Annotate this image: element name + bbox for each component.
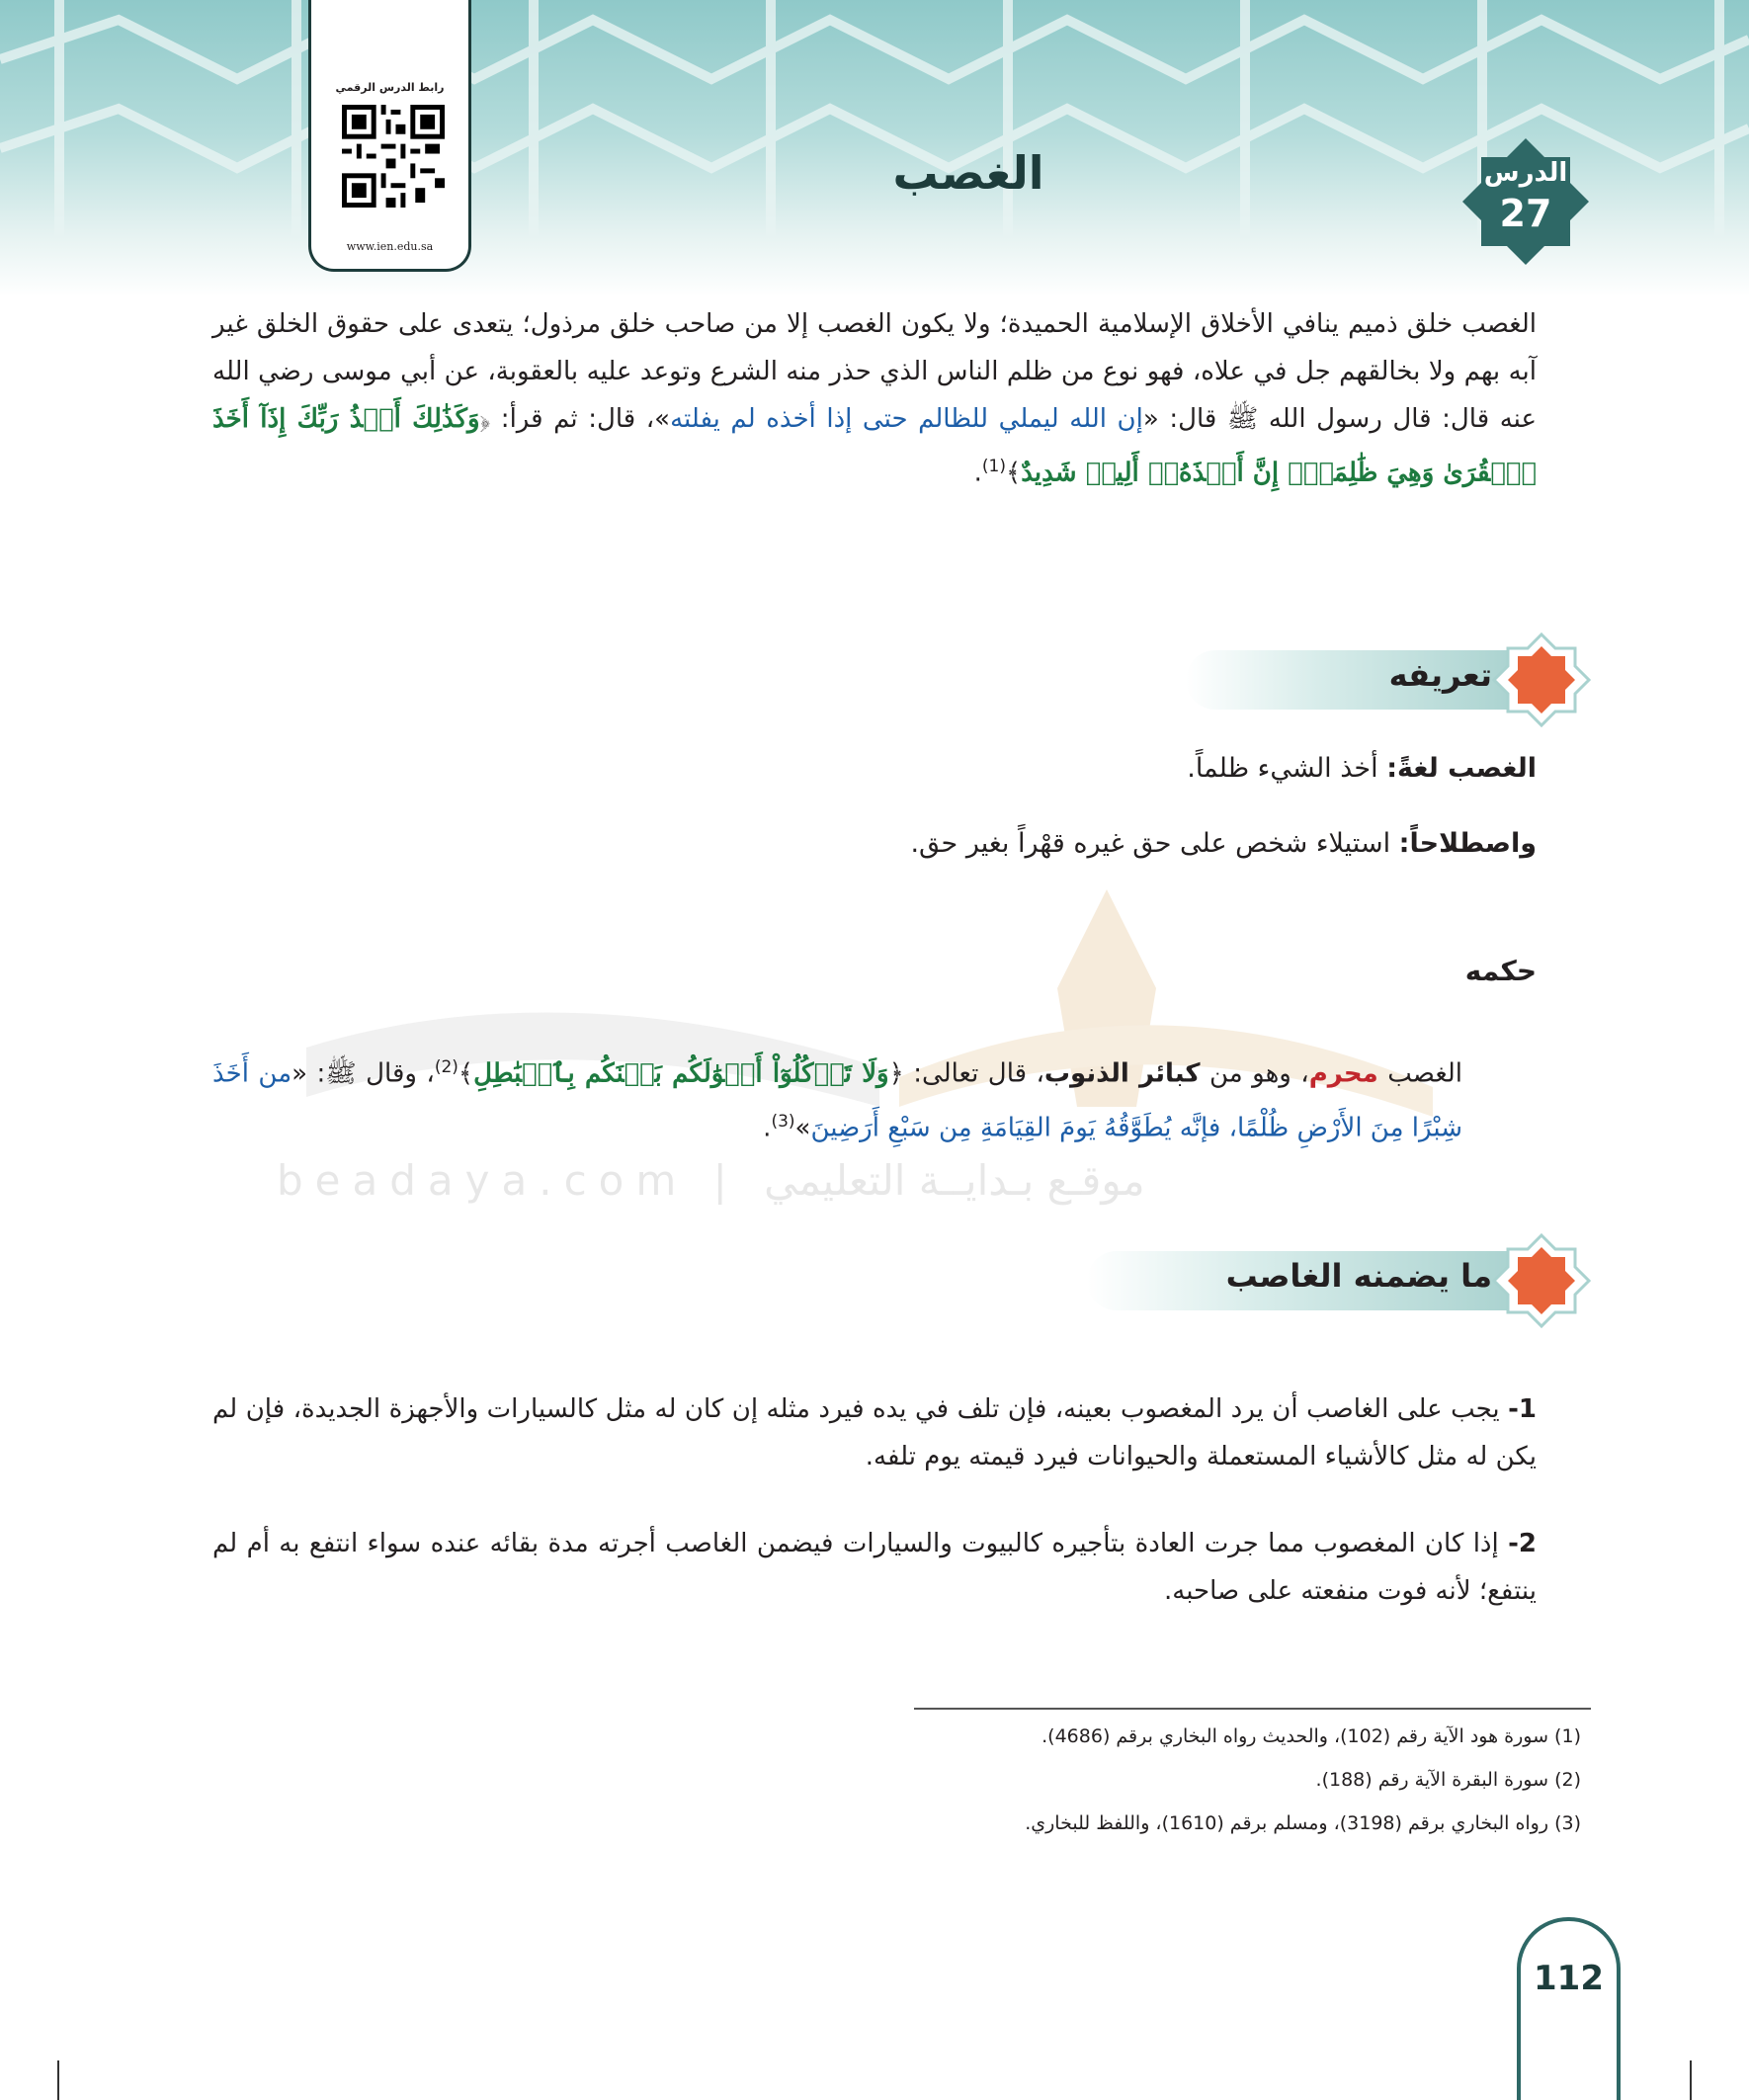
ruling-title: حكمه [1464,955,1537,987]
ruling-text: . [763,1113,772,1143]
quran-verse: وَكَذَٰلِكَ أَخۡذُ رَبِّكَ إِذَآ أَخَذَ ٱلۡقُرَىٰ وَهِيَ ظَٰلِمَةٌۚ إِنَّ أَخۡذَهُۥٓ أَلِيمٞ شَدِيدٌ [212,404,1537,488]
lesson-number: 27 [1499,192,1552,235]
hadith-text: إن الله ليملي للظالم حتى إذا أخذه لم يفلته [670,404,1143,434]
quran-verse: وَلَا تَأۡكُلُوٓاْ أَمۡوَٰلَكُم بَيۡنَكُم بِٱلۡبَٰطِلِ [473,1058,889,1089]
section-title: تعريفه [1388,656,1492,694]
footnote: (3) رواه البخاري برقم (3198)، ومسلم برقم (1610)، واللفظ للبخاري. [1025,1812,1581,1834]
watermark [267,850,1502,1206]
list-item [212,1520,1537,1615]
section-header-definition [1087,632,1591,727]
ruling-text: » [794,1113,811,1143]
qr-label: رابط الدرس الرقمي [335,81,445,94]
lesson-word: الدرس [1483,158,1568,188]
definition-istilah [910,828,1537,859]
definition-label: واصطلاحاً: [1398,828,1537,859]
ruling-text: الغصب [1377,1058,1463,1089]
footnote-ref: (3) [771,1111,795,1132]
footnote: (2) سورة البقرة الآية رقم (188). [1315,1769,1581,1791]
qr-code-card[interactable] [308,0,471,272]
verse-bracket: ﴾ [1005,458,1022,488]
watermark-text: beadaya.com | موقـع بـدايــة التعليمي [277,1156,1145,1205]
ruling-text: ، قال تعالى: ﴿ [888,1058,1044,1089]
hadith-text: من أَخَذَ شِبْرًا مِنَ الأَرْضِ ظُلْمًا، فإنَّه يُطَوَّقُهُ يَومَ القِيَامَةِ مِن سَبْعِ أَرَضِينَ [212,1058,1462,1143]
list-item [212,1386,1537,1480]
lesson-badge [1462,138,1589,269]
intro-end: . [973,458,982,488]
qr-code-icon[interactable] [342,105,445,208]
list-number: 1- [1508,1394,1537,1424]
page-number-tab [1517,1917,1621,2100]
ruling-text: ، وهو من [1200,1058,1309,1089]
qr-url: www.ien.edu.sa [346,240,434,253]
definition-text: أخذ الشيء ظلماً. [1187,753,1387,784]
octagram-bullet-icon [1492,632,1591,727]
list-number: 2- [1508,1529,1537,1558]
intro-text: الغصب خلق ذميم ينافي الأخلاق الإسلامية الحميدة؛ ولا يكون الغصب إلا من صاحب خلق مرذول؛ يتعدى على حقوق الخلق غير آبه بهم ولا بخالقهم جل في علاه، فهو نوع من ظلم الناس الذي حذر منه الشرع وتوعد عليه بالعقوبة، عن أبي موسى رضي الله عنه قال: قال رسول الله ﷺ قال: « [212,309,1537,434]
crop-mark [57,2060,59,2100]
ruling-text: ، وقال ﷺ: « [292,1058,435,1089]
definition-lugha [1187,753,1537,784]
definition-text: استيلاء شخص على حق غيره قهْراً بغير حق. [910,828,1399,859]
section-title: ما يضمنه الغاصب [1225,1257,1492,1295]
verse-bracket: ﴾ [458,1058,474,1089]
crop-mark [1690,2060,1692,2100]
page-number: 112 [1534,1959,1604,1998]
footnote-ref: (1) [981,457,1006,476]
section-header-liability [1087,1233,1591,1328]
footnote: (1) سورة هود الآية رقم (102)، والحديث رواه البخاري برقم (4686). [1041,1725,1581,1747]
ruling-kabair: كبائر الذنوب [1043,1058,1201,1089]
ruling-paragraph [212,1044,1462,1151]
footnote-ref: (2) [434,1057,458,1077]
footnote-divider [914,1708,1591,1710]
ruling-muharram: محرم [1308,1058,1378,1089]
list-text: يجب على الغاصب أن يرد المغصوب بعينه، فإن تلف في يده فيرد مثله إن كان له مثل كالسيارات والأجهزة الجديدة، فإن لم يكن له مثل كالأشياء المستعملة والحيوانات فيرد قيمته يوم تلفه. [212,1394,1537,1471]
intro-text-2: »، قال: ثم قرأ: ﴿ [479,404,671,434]
intro-paragraph [212,300,1537,497]
list-text: إذا كان المغصوب مما جرت العادة بتأجيره كالبيوت والسيارات فيضمن الغاصب أجرته مدة بقائه عنده سواء انتفع به أم لم ينتفع؛ لأنه فوت منفعته على صاحبه. [212,1529,1537,1606]
page-title: الغصب [892,146,1044,200]
definition-label: الغصب لغةً: [1386,753,1537,784]
octagram-bullet-icon [1492,1233,1591,1328]
